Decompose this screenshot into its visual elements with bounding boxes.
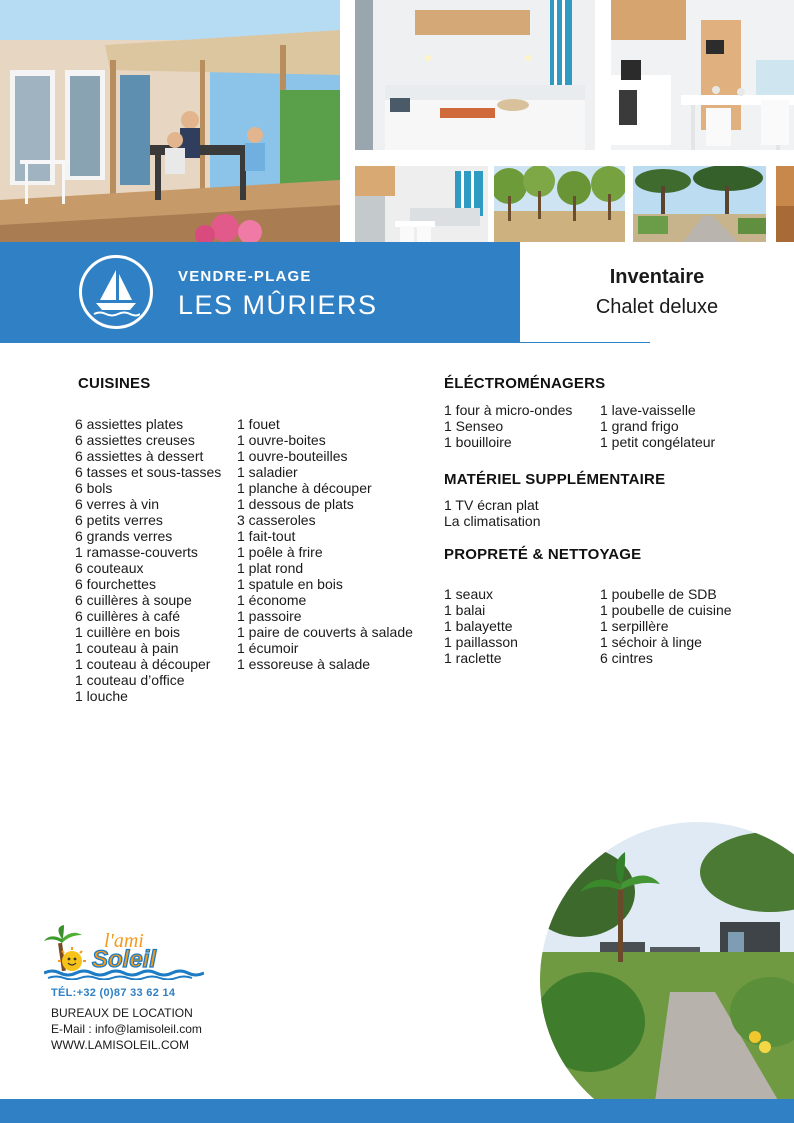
pine-trees-photo (633, 166, 766, 242)
sailboat-icon (92, 266, 140, 318)
list-item: 6 assiettes à dessert (75, 448, 204, 464)
company-website: WWW.LAMISOLEIL.COM (51, 1038, 190, 1052)
company-logo-word-1: l'ami (104, 930, 144, 952)
list-item: 1 séchoir à linge (600, 634, 702, 650)
list-item: 6 grands verres (75, 528, 173, 544)
office-label: BUREAUX DE LOCATION (51, 1006, 193, 1020)
list-item: 1 petit congélateur (600, 434, 716, 450)
list-item: 1 couteau à découper (75, 656, 211, 672)
footer-band (0, 1099, 794, 1123)
list-item: 1 passoire (237, 608, 302, 624)
list-item: 1 bouilloire (444, 434, 512, 450)
list-item: 1 grand frigo (600, 418, 679, 434)
chalet-terrace-photo (0, 0, 340, 242)
list-item: 6 assiettes plates (75, 416, 184, 432)
list-item: 1 cuillère en bois (75, 624, 181, 640)
list-item: 1 paillasson (444, 634, 518, 650)
list-item: 1 ouvre-bouteilles (237, 448, 348, 464)
list-item: 6 verres à vin (75, 496, 160, 512)
list-item: 1 spatule en bois (237, 576, 343, 592)
kitchen-list-column-2 (237, 416, 413, 672)
appliances-list-column-1 (444, 402, 572, 450)
section-title-appliances: ÉLÉCTROMÉNAGERS (444, 375, 606, 392)
section-title-extra-equipment: MATÉRIEL SUPPLÉMENTAIRE (444, 471, 666, 488)
list-item: 1 poubelle de cuisine (600, 602, 732, 618)
list-item: 1 poêle à frire (237, 544, 323, 560)
list-item: 1 balai (444, 602, 486, 618)
list-item: 3 casseroles (237, 512, 316, 528)
list-item: 1 écumoir (237, 640, 299, 656)
list-item: 1 ouvre-boites (237, 432, 326, 448)
list-item: 1 fait-tout (237, 528, 296, 544)
company-logo (44, 925, 204, 980)
company-email: E-Mail : info@lamisoleil.com (51, 1022, 202, 1036)
kitchen-list-column-1 (75, 416, 221, 704)
list-item: 1 dessous de plats (237, 496, 354, 512)
cleaning-list-column-2 (600, 586, 732, 666)
list-item: 1 couteau d’office (75, 672, 185, 688)
list-item: 1 serpillère (600, 618, 669, 634)
list-item: 1 saladier (237, 464, 298, 480)
list-item: 1 essoreuse à salade (237, 656, 371, 672)
list-item: 6 tasses et sous-tasses (75, 464, 222, 480)
brand-subtitle: VENDRE-PLAGE (178, 268, 312, 285)
section-title-kitchen: CUISINES (78, 375, 151, 392)
list-item: 1 paire de couverts à salade (237, 624, 413, 640)
appliances-list-column-2 (600, 402, 715, 450)
list-item: 1 couteau à pain (75, 640, 179, 656)
list-item: 6 bols (75, 480, 113, 496)
wood-chalet-photo (776, 166, 794, 242)
kitchen-photo (611, 0, 794, 150)
list-item: 1 planche à découper (237, 480, 372, 496)
list-item: 6 cuillères à café (75, 608, 181, 624)
company-logo-word-2: Soleil (92, 946, 157, 973)
brand-logo (79, 255, 153, 329)
list-item: 1 TV écran plat (444, 497, 539, 513)
section-title-cleaning: PROPRETÉ & NETTOYAGE (444, 546, 642, 563)
list-item: 6 cintres (600, 650, 653, 666)
document-heading (520, 242, 794, 342)
document-title: Inventaire (609, 266, 705, 288)
extra-equipment-list (444, 497, 541, 529)
cleaning-list-column-1 (444, 586, 518, 666)
campsite-path-photo (540, 822, 794, 1123)
list-item: 1 plat rond (237, 560, 304, 576)
document-subtitle: Chalet deluxe (595, 296, 719, 318)
list-item: 6 cuillères à soupe (75, 592, 192, 608)
list-item: 1 four à micro-ondes (444, 402, 573, 418)
list-item: 1 raclette (444, 650, 502, 666)
list-item: 1 poubelle de SDB (600, 586, 717, 602)
bedroom-photo (355, 0, 595, 150)
brand-band (0, 242, 520, 342)
list-item: 6 petits verres (75, 512, 163, 528)
list-item: 6 assiettes creuses (75, 432, 195, 448)
list-item: 1 économe (237, 592, 307, 608)
list-item: 1 ramasse-couverts (75, 544, 198, 560)
company-phone: TÉL:+32 (0)87 33 62 14 (51, 987, 176, 999)
list-item: 1 seaux (444, 586, 494, 602)
brand-name: LES MÛRIERS (178, 290, 378, 320)
orchard-photo (494, 166, 625, 242)
list-item: 1 balayette (444, 618, 513, 634)
list-item: 1 Senseo (444, 418, 504, 434)
list-item: 6 fourchettes (75, 576, 156, 592)
list-item: 6 couteaux (75, 560, 144, 576)
living-room-photo (355, 166, 488, 242)
list-item: La climatisation (444, 513, 541, 529)
list-item: 1 louche (75, 688, 128, 704)
list-item: 1 lave-vaisselle (600, 402, 696, 418)
list-item: 1 fouet (237, 416, 280, 432)
